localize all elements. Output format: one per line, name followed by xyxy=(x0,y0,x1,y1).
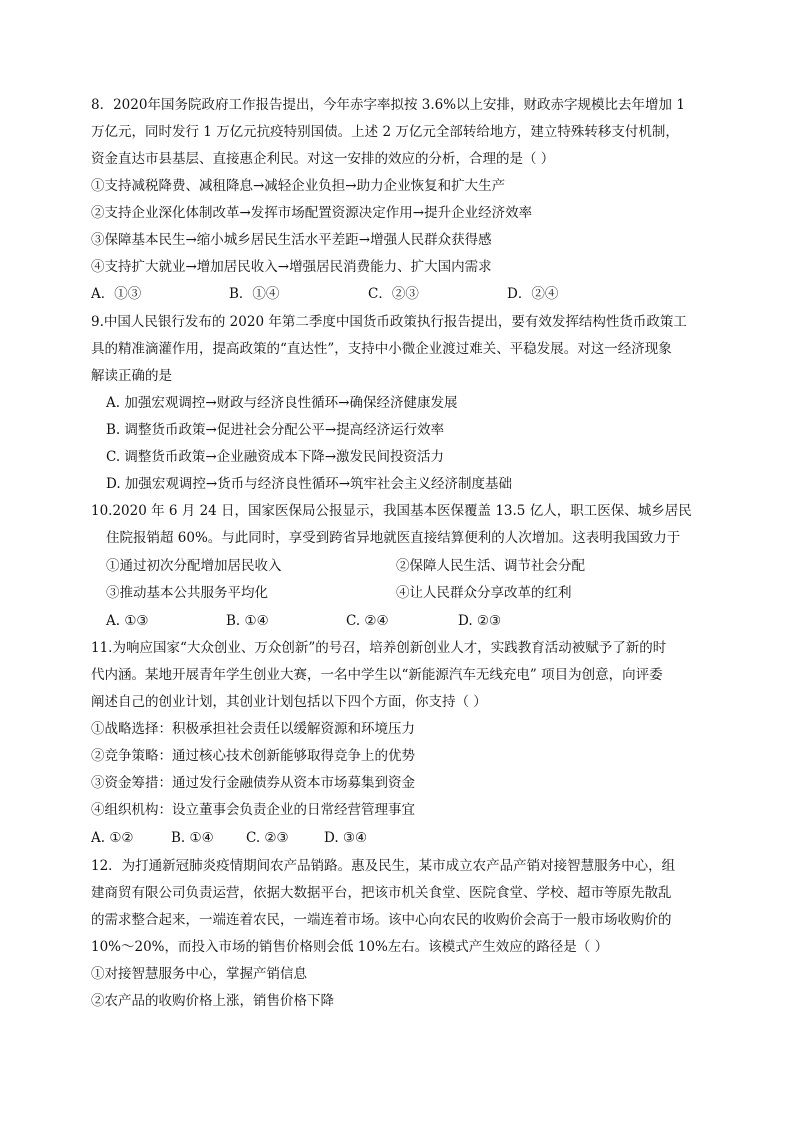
q9-option-c: C. 调整货币政策→企业融资成本下降→激发民间投资活力 xyxy=(106,449,445,465)
q10-item-4: ④让人民群众分享改革的红利 xyxy=(396,585,572,601)
q9-stem-line-2: 具的精准滴灌作用，提高政策的“直达性”，支持中小微企业渡过难关、平稳发展。对这一经济现象 xyxy=(91,341,672,357)
q11-item-4: ④组织机构：设立董事会负责企业的日常经营管理事宜 xyxy=(91,802,415,818)
q11-item-1: ①战略选择：积极承担社会责任以缓解资源和环境压力 xyxy=(91,721,415,737)
q8-option-c: C．②③ xyxy=(368,286,419,302)
q10-item-3: ③推动基本公共服务平均化 xyxy=(106,585,268,601)
q8-stem-line-1: 8．2020年国务院政府工作报告提出，今年赤字率拟按 3.6%以上安排，财政赤字规模比去年增加 1 xyxy=(91,97,685,113)
q8-item-3: ③保障基本民生→缩小城乡居民生活水平差距→增强人民群众获得感 xyxy=(91,232,492,248)
q8-item-1: ①支持减税降费、减租降息→减轻企业负担→助力企业恢复和扩大生产 xyxy=(91,178,506,194)
q11-stem-line-3: 阐述自己的创业计划，其创业计划包括以下四个方面，你支持（ ） xyxy=(91,694,487,710)
q10-item-1: ①通过初次分配增加居民收入 xyxy=(106,558,282,574)
q9-stem-line-3: 解读正确的是 xyxy=(91,368,172,384)
q10-option-d: D. ②③ xyxy=(458,613,502,629)
q11-stem-line-1: 11.为响应国家“大众创业、万众创新”的号召，培养创新创业人才，实践教育活动被赋予了新的时 xyxy=(91,640,667,656)
q9-option-b: B. 调整货币政策→促进社会分配公平→提高经济运行效率 xyxy=(106,422,445,438)
q9-option-a: A. 加强宏观调控→财政与经济良性循环→确保经济健康发展 xyxy=(106,395,458,411)
q10-item-2: ②保障人民生活、调节社会分配 xyxy=(396,558,585,574)
q8-stem-line-3: 资金直达市县基层、直接惠企利民。对这一安排的效应的分析，合理的是（ ） xyxy=(91,151,555,167)
q9-stem-line-1: 9.中国人民银行发布的 2020 年第二季度中国货币政策执行报告提出，要有效发挥结构性货币政策工 xyxy=(91,314,687,330)
q10-option-a: A. ①③ xyxy=(106,613,149,629)
q12-stem-line-3: 的需求整合起来，一端连着农民，一端连着市场。该中心向农民的收购价会高于一般市场收购价的 xyxy=(91,912,672,928)
q8-stem-line-2: 万亿元，同时发行 1 万亿元抗疫特别国债。上述 2 万亿元全部转给地方，建立特殊转移支付机制， xyxy=(91,124,679,140)
q8-item-4: ④支持扩大就业→增加居民收入→增强居民消费能力、扩大国内需求 xyxy=(91,259,492,275)
q12-stem-line-2: 建商贸有限公司负责运营，依据大数据平台，把该市机关食堂、医院食堂、学校、超市等原先散乱 xyxy=(91,885,672,901)
q11-option-c: C. ②③ xyxy=(246,830,289,846)
q11-option-d: D. ③④ xyxy=(324,830,368,846)
q12-item-1: ①对接智慧服务中心，掌握产销信息 xyxy=(91,966,307,982)
q11-option-a: A. ①② xyxy=(91,830,134,846)
q11-option-b: B. ①④ xyxy=(171,830,214,846)
q10-option-b: B. ①④ xyxy=(226,613,269,629)
q8-option-d: D．②④ xyxy=(507,286,559,302)
q8-option-a: A．①③ xyxy=(91,286,142,302)
q12-item-2: ②农产品的收购价格上涨，销售价格下降 xyxy=(91,993,334,1009)
q11-item-2: ②竞争策略：通过核心技术创新能够取得竞争上的优势 xyxy=(91,748,415,764)
q10-stem-line-1: 10.2020 年 6 月 24 日，国家医保局公报显示，我国基本医保覆盖 13.5 亿人，职工医保、城乡居民 xyxy=(91,503,692,519)
q12-stem-line-1: 12．为打通新冠肺炎疫情期间农产品销路。惠及民生，某市成立农产品产销对接智慧服务中心，组 xyxy=(91,858,676,874)
q11-item-3: ③资金筹措：通过发行金融债券从资本市场募集到资金 xyxy=(91,775,415,791)
q12-stem-line-4: 10%～20%，而投入市场的销售价格则会低 10%左右。该模式产生效应的路径是（ ） xyxy=(91,939,609,955)
q10-option-c: C. ②④ xyxy=(346,613,389,629)
q9-option-d: D. 加强宏观调控→货币与经济良性循环→筑牢社会主义经济制度基础 xyxy=(106,476,513,492)
q11-stem-line-2: 代内涵。某地开展青年学生创业大赛，一名中学生以“新能源汽车无线充电” 项目为创意，向评委 xyxy=(91,667,663,683)
q8-option-b: B．①④ xyxy=(229,286,280,302)
q10-stem-line-2: 住院报销超 60%。与此同时，享受到跨省异地就医直接结算便利的人次增加。这表明我国致力于 xyxy=(106,530,681,546)
q8-item-2: ②支持企业深化体制改革→发挥市场配置资源决定作用→提升企业经济效率 xyxy=(91,205,533,221)
